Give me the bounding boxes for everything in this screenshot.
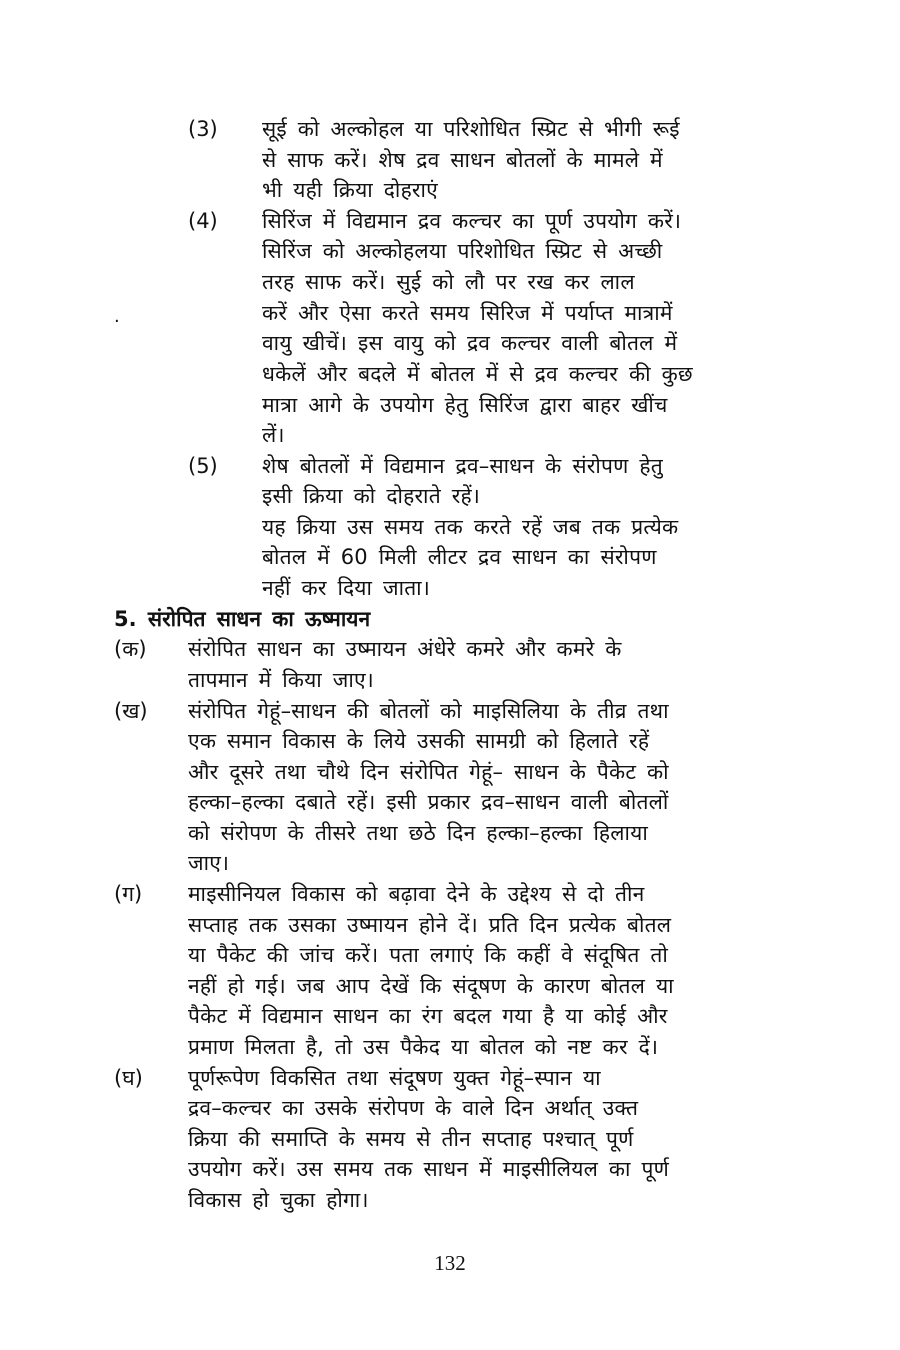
text-line: नहीं हो गई। जब आप देखें कि संदूषण के कारण बोतल या bbox=[188, 974, 674, 998]
text-line: हल्का–हल्का दबाते रहें। इसी प्रकार द्रव–साधन वाली बोतलों bbox=[188, 790, 669, 814]
text-line: उपयोग करें। उस समय तक साधन में माइसीलियल का पूर्ण bbox=[188, 1157, 670, 1181]
section-heading: 5. संरोपित साधन का ऊष्मायन bbox=[114, 607, 371, 631]
stray-mark: . bbox=[114, 306, 120, 327]
text-line: से साफ करें। शेष द्रव साधन बोतलों के मामले में bbox=[262, 148, 663, 172]
text-line: प्रमाण मिलता है, तो उस पैकेद या बोतल को नष्ट कर दें। bbox=[188, 1035, 659, 1059]
item-number: (5) bbox=[188, 454, 218, 478]
text-line: तरह साफ करें। सुई को लौ पर रख कर लाल bbox=[262, 270, 635, 294]
text-line: वायु खीचें। इस वायु को द्रव कल्चर वाली बोतल में bbox=[262, 331, 678, 355]
text-line: सिरिंज में विद्यमान द्रव कल्चर का पूर्ण उपयोग करें। bbox=[262, 209, 682, 233]
text-line: शेष बोतलों में विद्यमान द्रव–साधन के संरोपण हेतु bbox=[262, 454, 663, 478]
text-line: या पैकेट की जांच करें। पता लगाएं कि कहीं वे संदूषित तो bbox=[188, 943, 668, 967]
text-line: मात्रा आगे के उपयोग हेतु सिरिंज द्वारा बाहर खींच bbox=[262, 393, 668, 417]
text-line: करें और ऐसा करते समय सिरिज में पर्याप्त मात्रामें bbox=[262, 301, 673, 325]
text-line: इसी क्रिया को दोहराते रहें। bbox=[262, 484, 481, 508]
text-line: को संरोपण के तीसरे तथा छठे दिन हल्का–हल्का हिलाया bbox=[188, 821, 648, 845]
text-line: धकेलें और बदले में बोतल में से द्रव कल्चर की कुछ bbox=[262, 362, 693, 386]
text-line: संरोपित गेहूं–साधन की बोतलों को माइसिलिया के तीव्र तथा bbox=[188, 699, 669, 723]
text-line: नहीं कर दिया जाता। bbox=[262, 576, 430, 600]
text-line: विकास हो चुका होगा। bbox=[188, 1188, 369, 1212]
text-line: भी यही क्रिया दोहराएं bbox=[262, 178, 438, 202]
item-number: (ख) bbox=[114, 699, 148, 723]
text-line: एक समान विकास के लिये उसकी सामग्री को हिलाते रहें bbox=[188, 729, 650, 753]
text-line: और दूसरे तथा चौथे दिन संरोपित गेहूं– साधन के पैकेट को bbox=[188, 760, 669, 784]
text-line: क्रिया की समाप्ति के समय से तीन सप्ताह पश्चात् पूर्ण bbox=[188, 1127, 634, 1151]
text-line: द्रव–कल्चर का उसके संरोपण के वाले दिन अर्थात् उक्त bbox=[188, 1096, 639, 1120]
text-line: लें। bbox=[262, 423, 285, 447]
text-line: तापमान में किया जाए। bbox=[188, 668, 374, 692]
text-line: सूई को अल्कोहल या परिशोधित स्प्रिट से भीगी रूई bbox=[262, 117, 680, 141]
text-line: पूर्णरूपेण विकसित तथा संदूषण युक्त गेहूं–स्पान या bbox=[188, 1066, 601, 1090]
text-line: सप्ताह तक उसका उष्मायन होने दें। प्रति दिन प्रत्येक बोतल bbox=[188, 913, 672, 937]
text-line: सिरिंज को अल्कोहलया परिशोधित स्प्रिट से अच्छी bbox=[262, 239, 663, 263]
item-number: (घ) bbox=[114, 1066, 143, 1090]
item-number: (ग) bbox=[114, 882, 143, 906]
text-line: माइसीनियल विकास को बढ़ावा देने के उद्देश्य से दो तीन bbox=[188, 882, 645, 906]
item-number: (4) bbox=[188, 209, 218, 233]
text-line: संरोपित साधन का उष्मायन अंधेरे कमरे और कमरे के bbox=[188, 637, 622, 661]
text-line: जाए। bbox=[188, 851, 230, 875]
item-number: (3) bbox=[188, 117, 218, 141]
item-number: (क) bbox=[114, 637, 147, 661]
page-number: 132 bbox=[434, 1251, 466, 1275]
text-line: यह क्रिया उस समय तक करते रहें जब तक प्रत्येक bbox=[262, 515, 679, 539]
text-line: पैकेट में विद्यमान साधन का रंग बदल गया है या कोई और bbox=[188, 1004, 668, 1028]
text-line: बोतल में 60 मिली लीटर द्रव साधन का संरोपण bbox=[262, 545, 657, 569]
